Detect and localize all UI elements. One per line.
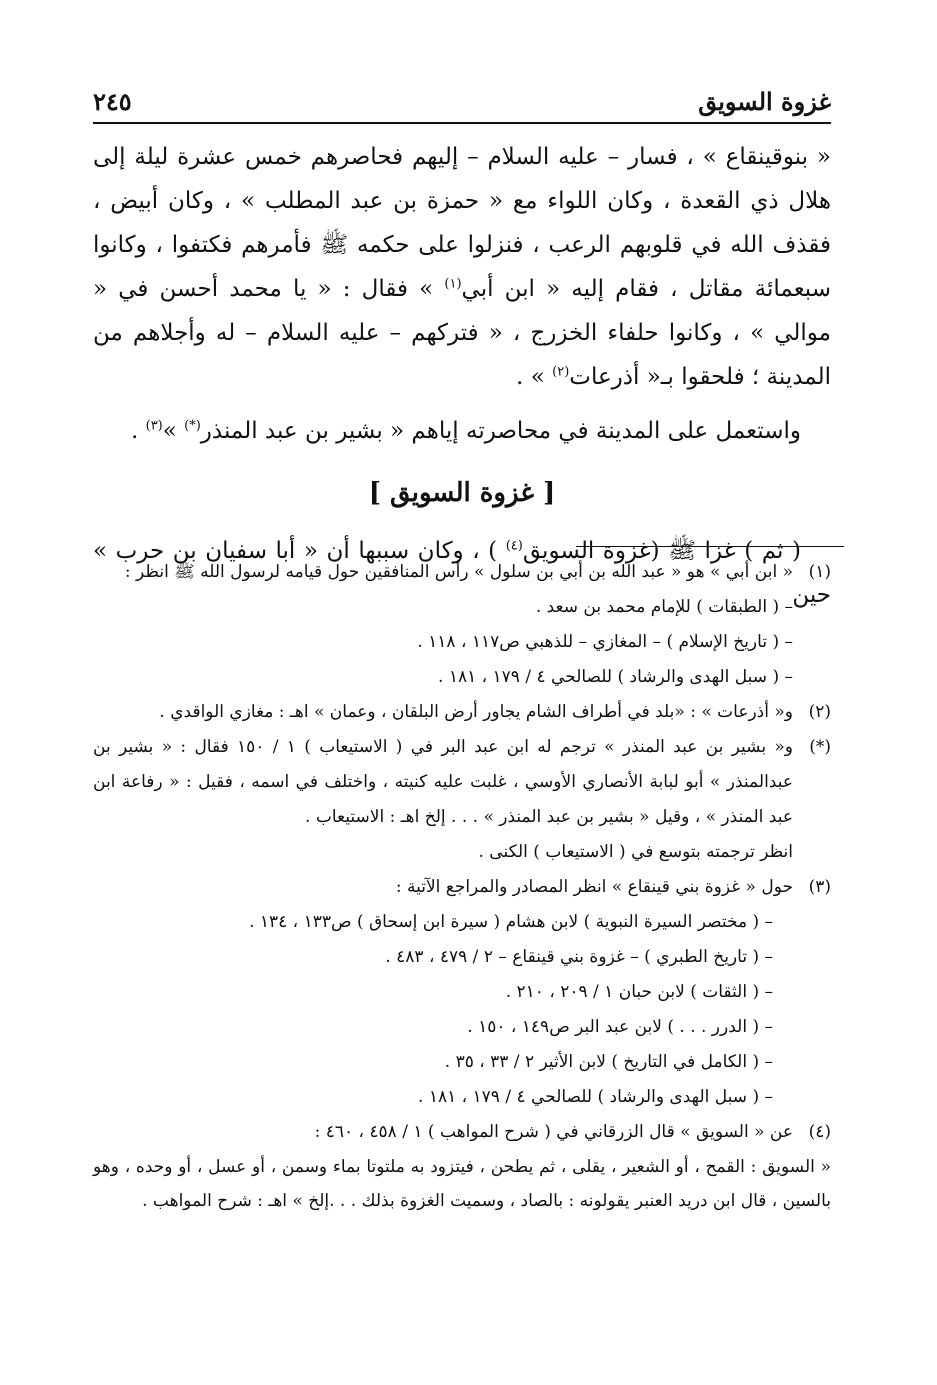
footnote-line: و« بشير بن عبد المنذر » ترجم له ابن عبد البر في ( الاستيعاب ) ١ / ١٥٠ فقال : « بشير بن عبدالمنذر » أبو لبابة الأنصاري الأوسي ، غلبت عليه كنيته ، واختلف في اسمه ، فقيل : « رفاعة ابن عبد المنذر » ، وقيل « بشير بن عبد المنذر » . . . إلخ اهـ : الاستيعاب .	[93, 737, 793, 827]
footnote-line: – ( سبل الهدى والرشاد ) للصالحي ٤ / ١٧٩ ، ١٨١ .	[438, 667, 793, 687]
footnote-3	[93, 870, 831, 1115]
footnote-ref-3[interactable]: (٣)	[145, 418, 163, 434]
footnote-2	[93, 695, 831, 730]
footnote-line: – ( الطبقات ) للإمام محمد بن سعد .	[535, 597, 793, 617]
page-number: ٢٤٥	[93, 87, 132, 116]
footnote-number: (*)	[809, 737, 831, 757]
footnote-divider	[576, 546, 844, 547]
footnote-ref-2[interactable]: (٢)	[552, 364, 570, 380]
footnote-number: (٤)	[808, 1122, 831, 1142]
paragraph-1: « بنوقينقاع » ، فسار – عليه السلام – إليهم فحاصرهم خمس عشرة ليلة إلى هلال ذي القعدة ، وكان اللواء مع « حمزة بن عبد المطلب » ، وكان أبيض ، فقذف الله في قلوبهم الرعب ، فنزلوا على حكمه ﷺ فأمرهم فكتفوا ، وكانوا سبعمائة مقاتل ، فقام إليه « ابن أبي$^{(١)}$ » فقال : « يا محمد أحسن في « موالي » ، وكانوا حلفاء الخزرج ، « فتركهم – عليه السلام – له وأجلاهم من المدينة ؛ فلحقوا بـ« أذرعات$^{(٢)}$ » .	[93, 144, 831, 390]
section-heading: [ غزوة السويق ]	[368, 478, 556, 508]
footnote-line: – ( الدرر . . . ) لابن عبد البر ص١٤٩ ، ١٥٠ .	[467, 1017, 773, 1037]
footnote-line: عن « السويق » قال الزرقاني في ( شرح المواهب ) ١ / ٤٥٨ ، ٤٦٠ :	[314, 1122, 793, 1142]
footnote-line: « ابن أبي » هو « عبد الله بن أبي بن سلول » رأس المنافقين حول قيامه لرسول الله ﷺ انظر :	[124, 562, 793, 582]
footnote-1	[93, 555, 831, 695]
footnote-line: – ( تاريخ الإسلام ) – المغازي – للذهبي ص١١٧ ، ١١٨ .	[417, 632, 793, 652]
main-text	[93, 135, 831, 617]
footnote-ref-star[interactable]: (*)	[184, 418, 201, 434]
paragraph-2: واستعمل على المدينة في محاصرته إياهم « بشير بن عبد المنذر(*) »$^{(٣)}$ .	[130, 418, 801, 444]
footnotes	[93, 555, 831, 1218]
footnote-line: – ( الثقات ) لابن حبان ١ / ٢٠٩ ، ٢١٠ .	[505, 982, 773, 1002]
footnote-line: و« أذرعات » : «بلد في أطراف الشام يجاور أرض البلقان ، وعمان » اهـ : مغازي الواقدي .	[159, 702, 793, 722]
footnote-line: – ( الكامل في التاريخ ) لابن الأثير ٢ / ٣٣ ، ٣٥ .	[444, 1052, 773, 1072]
page-header	[93, 78, 831, 124]
footnote-number: (١)	[808, 562, 831, 582]
footnote-star	[93, 730, 831, 870]
footnote-number: (٣)	[808, 877, 831, 897]
paragraph-3: ( ثم ) غزا ﷺ (غزوة السويق$^{(٤)}$ ) ، وكان سببها أن « أبا سفيان بن حرب » حين	[93, 538, 831, 608]
footnote-line: – ( مختصر السيرة النبوية ) لابن هشام ( سيرة ابن إسحاق ) ص١٣٣ ، ١٣٤ .	[249, 912, 773, 932]
footnote-number: (٢)	[808, 702, 831, 722]
footnote-line: – ( سبل الهدى والرشاد ) للصالحي ٤ / ١٧٩ ، ١٨١ .	[418, 1087, 773, 1107]
footnote-4	[93, 1115, 831, 1150]
chapter-title: غزوة السويق	[698, 87, 831, 116]
footnote-ref-1[interactable]: (١)	[444, 276, 462, 292]
footnote-line: – ( تاريخ الطبري ) – غزوة بني قينقاع – ٢ / ٤٧٩ ، ٤٨٣ .	[385, 947, 773, 967]
footnote-quote: « السويق : القمح ، أو الشعير ، يقلى ، ثم يطحن ، فيتزود به ملتوتا بماء وسمن ، أو عسل ، أو وحده ، وهو بالسين ، قال ابن دريد العنبر يقولونه : بالصاد ، وسميت الغزوة بذلك . . .إلخ » اهـ : شرح المواهب .	[93, 1157, 831, 1211]
footnote-ref-4[interactable]: (٤)	[505, 538, 523, 554]
footnote-line: حول « غزوة بني قينقاع » انظر المصادر والمراجع الآتية :	[395, 877, 793, 897]
footnote-line: انظر ترجمته بتوسع في ( الاستيعاب ) الكنى .	[478, 842, 793, 862]
